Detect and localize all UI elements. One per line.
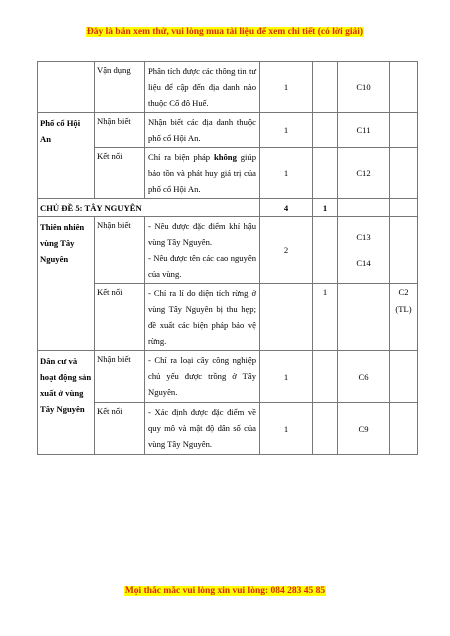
tl-question-cell xyxy=(390,62,418,113)
tn-question-cell: C12 xyxy=(338,148,390,199)
tl-total-cell: 1 xyxy=(313,199,338,217)
description-cell: Phân tích được các thông tin tư liệu để cập đến địa danh nào thuộc Cố đô Huế. xyxy=(145,62,260,113)
topic-cell xyxy=(38,62,95,113)
tn-count-cell xyxy=(260,284,313,351)
tn-question-cell: C6 xyxy=(338,351,390,403)
table-row xyxy=(38,148,418,199)
tl-count-cell xyxy=(313,62,338,113)
chapter-row xyxy=(38,199,418,217)
table-row xyxy=(38,62,418,113)
tn-question-cell: C10 xyxy=(338,62,390,113)
level-cell: Kết nối xyxy=(95,403,145,455)
tl-count-cell xyxy=(313,148,338,199)
topic-cell: Dân cư và hoạt động sản xuất ở vùng Tây Nguyên xyxy=(38,351,95,455)
table-row xyxy=(38,403,418,455)
tn-count-cell: 1 xyxy=(260,403,313,455)
tn-count-cell: 2 xyxy=(260,217,313,284)
tn-count-cell: 1 xyxy=(260,148,313,199)
description-cell: - Chỉ ra lí do diện tích rừng ở vùng Tây Nguyên bị thu hẹp; đề xuất các biện pháp bảo vệ rừng. xyxy=(145,284,260,351)
tl-question-cell xyxy=(390,199,418,217)
tn-question-cell: C13 C14 xyxy=(338,217,390,284)
tl-question-cell xyxy=(390,351,418,403)
tn-question-cell: C11 xyxy=(338,113,390,148)
table-row xyxy=(38,351,418,403)
topic-cell: Thiên nhiên vùng Tây Nguyên xyxy=(38,217,95,351)
tl-question-cell xyxy=(390,403,418,455)
tn-count-cell: 1 xyxy=(260,62,313,113)
tl-question-cell: C2 (TL) xyxy=(390,284,418,351)
level-cell: Nhận biết xyxy=(95,217,145,284)
tn-question-cell: C9 xyxy=(338,403,390,455)
table-row xyxy=(38,217,418,284)
topic-cell: Phố cổ Hội An xyxy=(38,113,95,199)
tl-count-cell xyxy=(313,113,338,148)
description-cell: Nhận biết các địa danh thuộc phố cổ Hội An. xyxy=(145,113,260,148)
level-cell: Vận dụng xyxy=(95,62,145,113)
level-cell: Nhận biết xyxy=(95,113,145,148)
tn-question-cell xyxy=(338,284,390,351)
chapter-title: CHỦ ĐỀ 5: TÂY NGUYÊN xyxy=(38,199,260,217)
description-cell: - Chỉ ra loại cây công nghiệp chủ yếu được trồng ở Tây Nguyên. xyxy=(145,351,260,403)
description-cell: - Nêu được đặc điểm khí hậu vùng Tây Nguyên. - Nêu được tên các cao nguyên của vùng. xyxy=(145,217,260,284)
tl-count-cell xyxy=(313,351,338,403)
description-cell: Chỉ ra biện pháp không giúp bảo tồn và phát huy giá trị của phố cổ Hội An. xyxy=(145,148,260,199)
contact-banner: Mọi thắc mắc vui lòng xin vui lòng: 084 283 45 85 xyxy=(124,586,326,596)
tn-count-cell: 1 xyxy=(260,351,313,403)
level-cell: Nhận biết xyxy=(95,351,145,403)
tn-question-cell xyxy=(338,199,390,217)
tn-count-cell: 1 xyxy=(260,113,313,148)
tl-question-cell xyxy=(390,148,418,199)
tn-total-cell: 4 xyxy=(260,199,313,217)
tl-count-cell xyxy=(313,217,338,284)
description-cell: - Xác định được đặc điểm về quy mô và mật độ dân số của vùng Tây Nguyên. xyxy=(145,403,260,455)
tl-count-cell xyxy=(313,403,338,455)
preview-banner: Đây là bản xem thử, vui lòng mua tài liệu để xem chi tiết (có lời giải) xyxy=(86,27,364,37)
table-row xyxy=(38,284,418,351)
exam-matrix-table xyxy=(37,61,418,455)
level-cell: Kết nối xyxy=(95,148,145,199)
level-cell: Kết nối xyxy=(95,284,145,351)
tl-question-cell xyxy=(390,113,418,148)
tl-count-cell: 1 xyxy=(313,284,338,351)
table-row xyxy=(38,113,418,148)
tl-question-cell xyxy=(390,217,418,284)
